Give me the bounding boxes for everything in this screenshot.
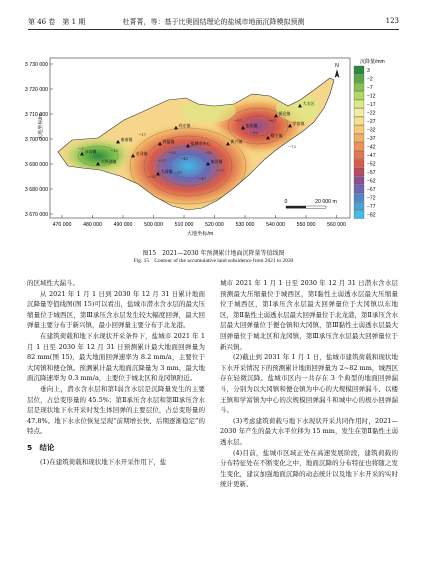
legend-value: −57: [367, 170, 376, 176]
legend-value: −17: [367, 102, 376, 108]
legend-value: −82: [367, 212, 376, 219]
paragraph: (2)截止到 2031 年 1 月 1 日，盐城市建筑荷载和现状地下水开采情况下的预测累计地面回弹量为 2~82 mm，城西区存在轻微沉降。盐城市区内一共存在 3 个典型的地面回弹漏斗，分别为以大冈镇和便仓镇为中心的大规模回弹漏斗、以楼王镇和学富镇为中心的次规模回弹漏斗和城中心的极小回弹漏斗。: [220, 353, 398, 415]
scale-end: 20 000 m: [315, 199, 337, 205]
legend-swatch: [354, 109, 364, 117]
right-column: [220, 278, 398, 490]
place-label: 便仓镇: [278, 111, 291, 116]
x-tick-label: 550 000: [296, 222, 316, 228]
place-label: 郭猛镇: [162, 139, 175, 144]
place-label: 楼王镇: [270, 133, 283, 138]
legend: [354, 58, 385, 219]
figure-caption-cn: 图15 2021—2030 年预测累计地面沉降量等值线图: [142, 250, 285, 257]
legend-swatch: [354, 126, 364, 134]
legend-swatch: [354, 168, 364, 176]
contour-map-svg: [24, 56, 398, 246]
x-tick-label: 510 000: [174, 222, 194, 228]
section-heading-conclusion: 5 结论: [27, 442, 55, 452]
contour-label: −62: [250, 130, 259, 135]
journal-volume: 第 46 卷 第 1 期: [28, 18, 86, 26]
legend-value: −72: [367, 195, 376, 202]
place-label: 沙沟镇: [84, 149, 97, 154]
y-tick-label: 3 680 000: [24, 187, 48, 193]
legend-value: −7: [367, 85, 373, 91]
y-tick-label: 3 700 000: [24, 137, 48, 143]
y-tick-label: 3 730 000: [24, 62, 48, 68]
legend-value: −52: [367, 161, 376, 168]
contour-label: −67: [268, 118, 277, 123]
x-axis-ticks: [53, 215, 346, 228]
contour-label: −7: [78, 146, 84, 151]
legend-swatch: [354, 100, 364, 108]
paragraph: 垂向上，潜水含水层和第Ⅰ弱含水层是沉降量发生的主要层位，占总变形量的 45.5%；第Ⅱ承压含水层和第Ⅲ承压含水层是现状地下水开采时发生体回弹的主要层位，占总变形量的 47.8%。地下水水位恢复呈现“前期增长快、后期逐渐稳定”的特点。: [27, 384, 205, 436]
legend-value: −67: [367, 187, 376, 193]
contour-label: −27: [158, 158, 167, 163]
paragraph: (3)考虑建筑荷载与地下水现状开采共同作用时，2021—2030 年产生的最大水平位移为 15 mm，发生在第Ⅱ黏性土弱透水层。: [220, 416, 398, 446]
legend-value: −2: [367, 76, 373, 83]
legend-swatch: [354, 143, 364, 151]
legend-swatch: [354, 83, 364, 91]
contour-label: −72: [288, 144, 297, 149]
place-label: 学富镇: [292, 121, 305, 126]
legend-value: −32: [367, 127, 376, 134]
contour-label: −37: [174, 170, 183, 175]
article-running-title: 杜菁菁，等：基于比奥固结理论的盐城市地面沉降模拟预测: [122, 18, 305, 26]
legend-value: −47: [367, 153, 376, 159]
place-label: 新兴镇: [230, 139, 243, 144]
y-tick-label: 3 710 000: [24, 112, 48, 118]
place-label: 大丰区: [302, 101, 315, 106]
y-tick-label: 3 720 000: [24, 87, 48, 93]
place-label: 尚庄镇: [178, 123, 191, 128]
x-tick-label: 490 000: [113, 222, 133, 228]
contour-label: −77: [216, 168, 225, 173]
paragraph: 在建筑荷载和地下水现状开采条件下，盐城市 2021 年 1 月 1 日至 2030 年 12 月 31 日预测累计最大地面回弹量为 82 mm(图 15)，最大地面回弹速率为 8.2 mm/a，主要位于大冈镇和便仓镇。预测累计最大地面沉降量为 3 mm，最大地面沉降速率为 0.3 mm/a，主要位于城北区和龙冈镇附近。: [27, 331, 205, 383]
contour-label: −57: [234, 118, 243, 123]
legend-swatches: [354, 66, 376, 219]
paragraph: (1)在建筑荷载和现状地下水开采作用下，盐: [40, 457, 167, 466]
legend-value: −22: [367, 110, 376, 117]
y-tick-label: 3 670 000: [24, 212, 48, 218]
paragraph: 的区域性大漏斗。: [27, 279, 79, 287]
figure-caption-en: Fig. 15 Contour of the accumulative land subsidence from 2021 to 2030: [133, 258, 294, 264]
legend-swatch: [354, 117, 364, 125]
legend-swatch: [354, 185, 364, 193]
place-label: 大纵湖镇: [100, 159, 117, 164]
legend-value: −37: [367, 136, 376, 142]
place-label: 秦南镇: [120, 137, 133, 142]
legend-swatch: [354, 134, 364, 142]
north-arrow: [335, 63, 340, 78]
place-label: 南洋镇: [210, 159, 223, 164]
legend-title: 沉降量/mm: [360, 59, 385, 65]
legend-swatch: [354, 211, 364, 219]
paragraph: 从 2021 年 1 月 1 日到 2030 年 12 月 31 日累计地面沉降量等值线图(图 15)可以看出，盐城市潜水含水层的最大压缩量位于城西区，第Ⅲ承压含水层发生较大幅度回弹，最大回弹量主要分布于新兴镇，最小回弹量主要分布于北龙港。: [27, 289, 205, 330]
legend-value: −12: [367, 93, 376, 100]
legend-value: −77: [367, 204, 376, 210]
north-arrow-icon: [335, 69, 340, 78]
legend-value: −42: [367, 144, 376, 151]
legend-value: 3: [367, 68, 370, 74]
legend-swatch: [354, 92, 364, 100]
running-header: [28, 17, 399, 30]
contour-label: −17: [138, 132, 147, 137]
legend-swatch: [354, 194, 364, 202]
contour-label: −22: [148, 174, 157, 179]
place-label: 盐城市中心: [190, 141, 211, 146]
x-axis-label: 大地坐标/m: [186, 231, 214, 237]
contour-label: −12: [110, 148, 119, 153]
contour-label: −47: [198, 176, 207, 181]
legend-swatch: [354, 177, 364, 185]
legend-swatch: [354, 66, 364, 74]
place-label: 伍佑镇: [245, 123, 258, 128]
legend-swatch: [354, 75, 364, 83]
x-tick-label: 470 000: [52, 222, 72, 228]
legend-value: −62: [367, 178, 376, 185]
y-tick-label: 3 690 000: [24, 162, 48, 168]
contour-label: −32: [168, 150, 177, 155]
legend-swatch: [354, 202, 364, 210]
paragraph: (4)目前，盐城市区域正处在高速发展阶段，建筑荷载的分布特征处在不断变化之中，地面沉降的分布特征也将随之发生变化，建议加强地面沉降的动态统计以及地下水开采的实时统计更新。: [220, 448, 398, 489]
place-label: 大冈镇: [160, 169, 173, 174]
paragraph: 城市 2021 年 1 月 1 日至 2030 年 12 月 31 日潜水含水层预测最大压缩量位于城西区，第Ⅰ黏性土弱透水层最大压缩量位于城西区，第Ⅰ承压含水层最大回弹量位于大冈镇以东地区，第Ⅱ黏性土弱透水层最大回弹量位于北龙港，第Ⅱ承压含水层最大回弹量位于便仓镇和大冈镇，第Ⅲ黏性土弱透水层最大回弹量位于城北区和龙冈镇，第Ⅲ承压含水层最大回弹量位于新兴镇。: [220, 279, 398, 351]
x-tick-label: 530 000: [235, 222, 255, 228]
x-tick-label: 480 000: [83, 222, 102, 228]
y-axis-label: 大地坐标/m: [38, 113, 44, 140]
legend-swatch: [354, 151, 364, 159]
x-tick-label: 500 000: [144, 222, 163, 228]
contour-label: −52: [204, 150, 213, 155]
x-tick-label: 560 000: [327, 222, 346, 228]
page-number: 123: [385, 17, 399, 25]
north-label: N: [335, 63, 339, 69]
figure-15-map: [24, 56, 398, 246]
scale-bar: [285, 199, 337, 208]
scale-zero: 0: [284, 199, 288, 205]
legend-value: −27: [367, 119, 376, 125]
x-tick-label: 540 000: [266, 222, 285, 228]
left-column: [27, 278, 205, 467]
place-label: 龙冈镇: [135, 151, 148, 156]
legend-swatch: [354, 160, 364, 168]
x-tick-label: 520 000: [205, 222, 224, 228]
contour-label: −42: [180, 156, 189, 161]
